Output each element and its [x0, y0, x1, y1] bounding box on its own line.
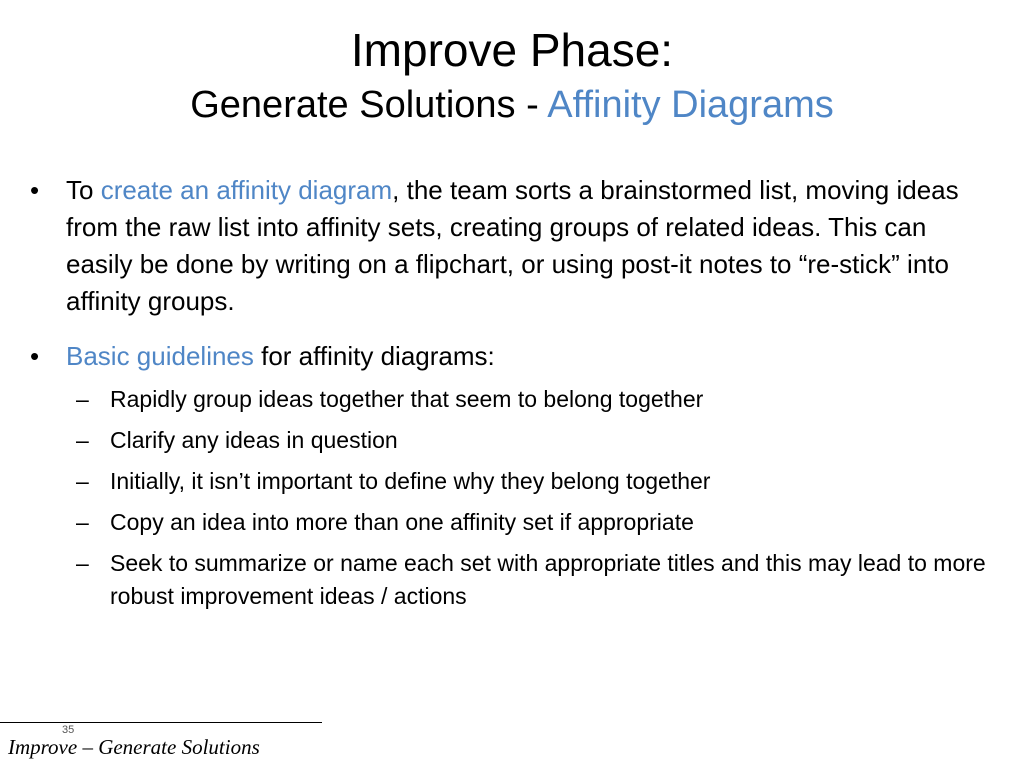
guideline-item: [66, 424, 995, 457]
slide-title: [0, 22, 1024, 130]
bullet-text: [66, 341, 495, 371]
bullet-before: To: [66, 175, 101, 205]
guideline-text: Seek to summarize or name each set with appropriate titles and this may lead to more robust improvement ideas / actions: [110, 550, 986, 609]
bullet-link: Basic guidelines: [66, 341, 254, 371]
dash-marker: –: [76, 550, 89, 576]
subtitle-prefix: Generate Solutions -: [190, 84, 548, 126]
guideline-item: [66, 547, 995, 613]
guideline-item: [66, 465, 995, 498]
bullet-create-diagram: [30, 172, 995, 320]
bullet-after: for affinity diagrams:: [253, 341, 495, 371]
subtitle-accent: Affinity Diagrams: [547, 84, 834, 126]
title-subtitle: [0, 80, 1024, 130]
dash-marker: –: [76, 427, 89, 453]
guideline-text: Clarify any ideas in question: [110, 427, 398, 453]
slide-number: 35: [62, 724, 75, 736]
guideline-item: [66, 383, 995, 416]
bullet-guidelines: [30, 338, 995, 613]
dash-marker: –: [76, 468, 89, 494]
guideline-text: Copy an idea into more than one affinity set if appropriate: [110, 509, 694, 535]
guideline-list: [66, 383, 995, 613]
title-main: Improve Phase:: [350, 24, 674, 76]
guideline-text: Initially, it isn’t important to define why they belong together: [110, 468, 711, 494]
dash-marker: –: [76, 386, 89, 412]
bullet-link: create an affinity diagram: [100, 175, 393, 205]
guideline-text: Rapidly group ideas together that seem to belong together: [110, 386, 704, 412]
bullet-after: , the team sorts a brainstormed list, moving ideas from the raw list into affinity sets, creating groups of related ideas. This can easily be done by writing on a flipchart, or using post-it notes to “re-stick” into affinity groups.: [66, 175, 959, 316]
footer-divider: [0, 722, 322, 723]
dash-marker: –: [76, 509, 89, 535]
guideline-item: [66, 506, 995, 539]
bullet-marker: •: [30, 175, 40, 205]
slide-body: [30, 172, 995, 613]
bullet-marker: •: [30, 341, 40, 371]
footer-text: Improve – Generate Solutions: [8, 735, 260, 759]
bullet-text: [66, 175, 959, 316]
